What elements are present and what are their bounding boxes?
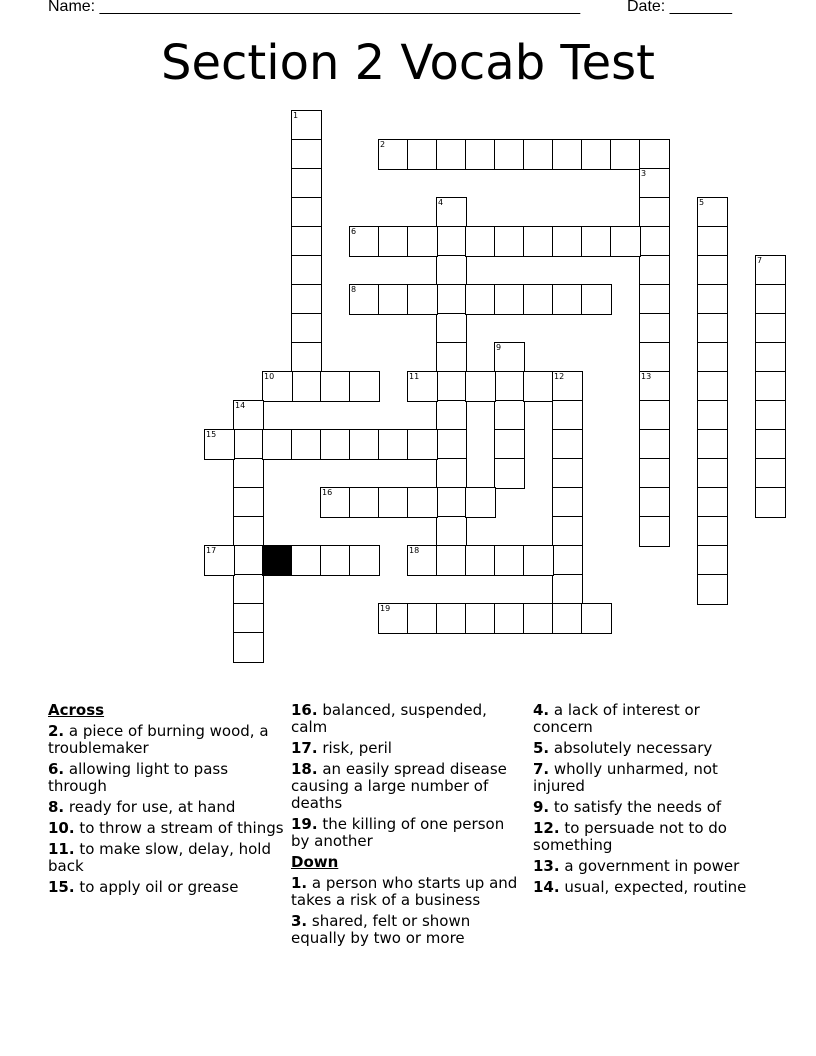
grid-cell[interactable] <box>552 139 583 170</box>
grid-cell[interactable] <box>291 197 322 228</box>
grid-cell[interactable] <box>436 545 467 576</box>
grid-cell[interactable] <box>755 429 786 460</box>
grid-cell[interactable] <box>697 313 728 344</box>
grid-cell[interactable] <box>494 139 525 170</box>
grid-cell[interactable] <box>639 313 670 344</box>
grid-cell[interactable] <box>465 226 496 257</box>
grid-cell[interactable] <box>436 284 467 315</box>
name-field[interactable]: Name: ______________________________________________________ <box>48 0 581 15</box>
grid-cell[interactable] <box>291 168 322 199</box>
clue-number: 6. <box>48 760 65 778</box>
grid-cell[interactable] <box>378 226 409 257</box>
grid-cell[interactable] <box>320 371 351 402</box>
clue-number: 5. <box>533 739 550 757</box>
grid-cell[interactable] <box>436 139 467 170</box>
grid-cell[interactable] <box>436 400 467 431</box>
grid-cell[interactable] <box>581 284 612 315</box>
clue-text: shared, felt or shown equally by two or more <box>291 912 471 947</box>
grid-cell[interactable] <box>755 371 786 402</box>
clue-text: risk, peril <box>317 739 392 757</box>
grid-cell[interactable] <box>639 371 670 402</box>
clue-item <box>291 702 527 736</box>
clue-number: 1. <box>291 874 308 892</box>
clue-number: 3. <box>291 912 308 930</box>
clue-item <box>291 740 527 757</box>
grid-cell[interactable] <box>378 139 409 170</box>
grid-cell[interactable] <box>494 284 525 315</box>
grid-cell[interactable] <box>233 458 264 489</box>
clue-text: to apply oil or grease <box>74 878 239 896</box>
clue-number: 8. <box>48 798 65 816</box>
grid-cell[interactable] <box>291 139 322 170</box>
clue-text: a piece of burning wood, a troublemaker <box>48 722 269 757</box>
grid-cell[interactable] <box>494 371 525 402</box>
grid-cell[interactable] <box>494 429 525 460</box>
grid-cell[interactable] <box>233 516 264 547</box>
grid-cell[interactable] <box>523 284 554 315</box>
grid-cell[interactable] <box>552 284 583 315</box>
clue-number: 2 <box>380 140 386 149</box>
clue-number: 19 <box>380 604 391 613</box>
grid-cell[interactable] <box>436 255 467 286</box>
clues-column-1 <box>48 702 288 900</box>
clue-number: 4 <box>438 198 444 207</box>
clue-text: to satisfy the needs of <box>549 798 722 816</box>
grid-cell[interactable] <box>581 603 612 634</box>
grid-cell[interactable] <box>523 371 554 402</box>
grid-cell[interactable] <box>233 574 264 605</box>
grid-cell[interactable] <box>407 429 438 460</box>
grid-cell[interactable] <box>407 487 438 518</box>
grid-cell[interactable] <box>436 487 467 518</box>
across-heading: Across <box>48 701 105 719</box>
clue-number: 13. <box>533 857 560 875</box>
grid-cell[interactable] <box>552 545 583 576</box>
clue-text: a government in power <box>559 857 740 875</box>
grid-cell[interactable] <box>291 226 322 257</box>
grid-cell[interactable] <box>755 284 786 315</box>
grid-cell[interactable] <box>407 284 438 315</box>
clue-item <box>291 913 527 947</box>
clue-number: 7 <box>757 256 763 265</box>
grid-cell[interactable] <box>378 429 409 460</box>
grid-cell[interactable] <box>291 545 322 576</box>
date-field[interactable]: Date: _______ <box>627 0 732 15</box>
grid-cell[interactable] <box>233 545 264 576</box>
clue-item <box>533 879 763 896</box>
grid-cell[interactable] <box>494 400 525 431</box>
grid-cell[interactable] <box>436 226 467 257</box>
grid-cell[interactable] <box>465 487 496 518</box>
grid-cell[interactable] <box>233 632 264 663</box>
grid-cell[interactable] <box>639 139 670 170</box>
clue-item <box>533 820 763 854</box>
grid-cell[interactable] <box>639 342 670 373</box>
clue-number: 8 <box>351 285 357 294</box>
clue-item <box>48 841 288 875</box>
grid-cell[interactable] <box>291 371 322 402</box>
grid-cell[interactable] <box>291 313 322 344</box>
clue-text: absolutely necessary <box>549 739 713 757</box>
clue-item <box>48 799 288 816</box>
clues-column-2 <box>291 702 527 951</box>
grid-cell[interactable] <box>552 226 583 257</box>
grid-cell[interactable] <box>407 603 438 634</box>
grid-cell[interactable] <box>494 226 525 257</box>
clue-item <box>291 816 527 850</box>
grid-cell[interactable] <box>697 342 728 373</box>
grid-cell[interactable] <box>378 487 409 518</box>
grid-cell[interactable] <box>552 487 583 518</box>
grid-cell[interactable] <box>233 400 264 431</box>
grid-cell[interactable] <box>523 545 554 576</box>
grid-cell[interactable] <box>639 168 670 199</box>
grid-cell[interactable] <box>378 284 409 315</box>
grid-cell[interactable] <box>349 429 380 460</box>
grid-cell[interactable] <box>552 371 583 402</box>
grid-cell[interactable] <box>262 371 293 402</box>
clue-item <box>48 723 288 757</box>
grid-cell[interactable] <box>320 429 351 460</box>
grid-cell[interactable] <box>697 197 728 228</box>
clue-number: 18 <box>409 546 420 555</box>
grid-cell[interactable] <box>494 342 525 373</box>
grid-cell[interactable] <box>465 139 496 170</box>
clue-number: 15. <box>48 878 75 896</box>
grid-cell[interactable] <box>610 139 641 170</box>
clue-number: 16 <box>322 488 333 497</box>
grid-cell[interactable] <box>233 603 264 634</box>
grid-cell[interactable] <box>436 342 467 373</box>
grid-cell[interactable] <box>755 342 786 373</box>
clue-item <box>291 875 527 909</box>
grid-cell[interactable] <box>552 603 583 634</box>
grid-cell[interactable] <box>407 139 438 170</box>
clue-text: wholly unharmed, not injured <box>533 760 718 795</box>
grid-cell[interactable] <box>697 545 728 576</box>
clue-number: 11 <box>409 372 420 381</box>
grid-cell[interactable] <box>639 458 670 489</box>
grid-cell[interactable] <box>233 429 264 460</box>
grid-cell[interactable] <box>291 110 322 141</box>
grid-cell[interactable] <box>697 458 728 489</box>
clue-item <box>48 879 288 896</box>
grid-cell[interactable] <box>697 487 728 518</box>
clue-item <box>533 740 763 757</box>
grid-cell[interactable] <box>407 545 438 576</box>
grid-cell[interactable] <box>523 226 554 257</box>
clue-item <box>533 702 763 736</box>
grid-cell[interactable] <box>581 226 612 257</box>
clue-number: 18. <box>291 760 318 778</box>
clue-number: 12. <box>533 819 560 837</box>
grid-cell[interactable] <box>639 429 670 460</box>
clue-text: to persuade not to do something <box>533 819 727 854</box>
clues-column-3 <box>533 702 763 900</box>
grid-cell[interactable] <box>552 429 583 460</box>
grid-cell[interactable] <box>552 516 583 547</box>
grid-cell[interactable] <box>697 255 728 286</box>
clue-number: 14. <box>533 878 560 896</box>
grid-cell[interactable] <box>697 516 728 547</box>
grid-cell[interactable] <box>639 255 670 286</box>
grid-cell[interactable] <box>639 487 670 518</box>
grid-cell[interactable] <box>581 139 612 170</box>
grid-cell[interactable] <box>523 139 554 170</box>
clue-text: to make slow, delay, hold back <box>48 840 271 875</box>
clue-text: usual, expected, routine <box>559 878 747 896</box>
clue-text: a person who starts up and takes a risk of a business <box>291 874 518 909</box>
grid-cell[interactable] <box>465 545 496 576</box>
grid-cell[interactable] <box>291 255 322 286</box>
grid-black-cell <box>262 545 293 576</box>
clue-text: balanced, suspended, calm <box>291 701 487 736</box>
grid-cell[interactable] <box>755 487 786 518</box>
grid-cell[interactable] <box>755 313 786 344</box>
clue-text: an easily spread disease causing a large number of deaths <box>291 760 507 812</box>
grid-cell[interactable] <box>494 603 525 634</box>
clue-text: to throw a stream of things <box>74 819 284 837</box>
clue-number: 11. <box>48 840 75 858</box>
grid-cell[interactable] <box>610 226 641 257</box>
grid-cell[interactable] <box>755 255 786 286</box>
clue-number: 5 <box>699 198 705 207</box>
grid-cell[interactable] <box>204 429 235 460</box>
clue-number: 10 <box>264 372 275 381</box>
grid-cell[interactable] <box>436 371 467 402</box>
clue-number: 19. <box>291 815 318 833</box>
clue-item <box>533 858 763 875</box>
clue-number: 17 <box>206 546 217 555</box>
grid-cell[interactable] <box>639 197 670 228</box>
grid-cell[interactable] <box>639 400 670 431</box>
grid-cell[interactable] <box>494 545 525 576</box>
clue-number: 17. <box>291 739 318 757</box>
clue-number: 2. <box>48 722 65 740</box>
clue-text: the killing of one person by another <box>291 815 505 850</box>
grid-cell[interactable] <box>697 284 728 315</box>
grid-cell[interactable] <box>697 371 728 402</box>
grid-cell[interactable] <box>639 284 670 315</box>
grid-cell[interactable] <box>697 429 728 460</box>
grid-cell[interactable] <box>436 429 467 460</box>
grid-cell[interactable] <box>639 516 670 547</box>
clue-number: 15 <box>206 430 217 439</box>
clue-item <box>533 799 763 816</box>
grid-cell[interactable] <box>465 371 496 402</box>
grid-cell[interactable] <box>349 226 380 257</box>
clue-number: 7. <box>533 760 550 778</box>
grid-cell[interactable] <box>697 400 728 431</box>
grid-cell[interactable] <box>436 516 467 547</box>
grid-cell[interactable] <box>552 400 583 431</box>
clue-number: 4. <box>533 701 550 719</box>
grid-cell[interactable] <box>552 458 583 489</box>
clue-number: 6 <box>351 227 357 236</box>
grid-cell[interactable] <box>349 545 380 576</box>
grid-cell[interactable] <box>378 603 409 634</box>
clue-item <box>48 761 288 795</box>
clue-number: 9 <box>496 343 502 352</box>
clue-number: 12 <box>554 372 565 381</box>
grid-cell[interactable] <box>697 226 728 257</box>
clue-item <box>291 761 527 812</box>
grid-cell[interactable] <box>291 284 322 315</box>
grid-cell[interactable] <box>697 574 728 605</box>
page-title: Section 2 Vocab Test <box>161 35 655 91</box>
clue-number: 9. <box>533 798 550 816</box>
grid-cell[interactable] <box>494 458 525 489</box>
clue-number: 1 <box>293 111 299 120</box>
clue-text: ready for use, at hand <box>64 798 236 816</box>
grid-cell[interactable] <box>291 429 322 460</box>
grid-cell[interactable] <box>204 545 235 576</box>
clue-number: 16. <box>291 701 318 719</box>
grid-cell[interactable] <box>262 429 293 460</box>
grid-cell[interactable] <box>755 458 786 489</box>
grid-cell[interactable] <box>552 574 583 605</box>
clue-item <box>533 761 763 795</box>
down-heading: Down <box>291 853 339 871</box>
grid-cell[interactable] <box>349 284 380 315</box>
grid-cell[interactable] <box>349 371 380 402</box>
grid-cell[interactable] <box>436 603 467 634</box>
clue-text: a lack of interest or concern <box>533 701 700 736</box>
grid-cell[interactable] <box>320 487 351 518</box>
grid-cell[interactable] <box>465 284 496 315</box>
grid-cell[interactable] <box>436 458 467 489</box>
clue-number: 13 <box>641 372 652 381</box>
clue-number: 3 <box>641 169 647 178</box>
grid-cell[interactable] <box>465 603 496 634</box>
grid-cell[interactable] <box>407 226 438 257</box>
clue-text: allowing light to pass through <box>48 760 229 795</box>
clue-item <box>48 820 288 837</box>
grid-cell[interactable] <box>436 197 467 228</box>
clue-number: 14 <box>235 401 246 410</box>
grid-cell[interactable] <box>436 313 467 344</box>
grid-cell[interactable] <box>349 487 380 518</box>
grid-cell[interactable] <box>407 371 438 402</box>
grid-cell[interactable] <box>523 603 554 634</box>
clue-number: 10. <box>48 819 75 837</box>
grid-cell[interactable] <box>320 545 351 576</box>
grid-cell[interactable] <box>755 400 786 431</box>
grid-cell[interactable] <box>639 226 670 257</box>
grid-cell[interactable] <box>233 487 264 518</box>
grid-cell[interactable] <box>291 342 322 373</box>
